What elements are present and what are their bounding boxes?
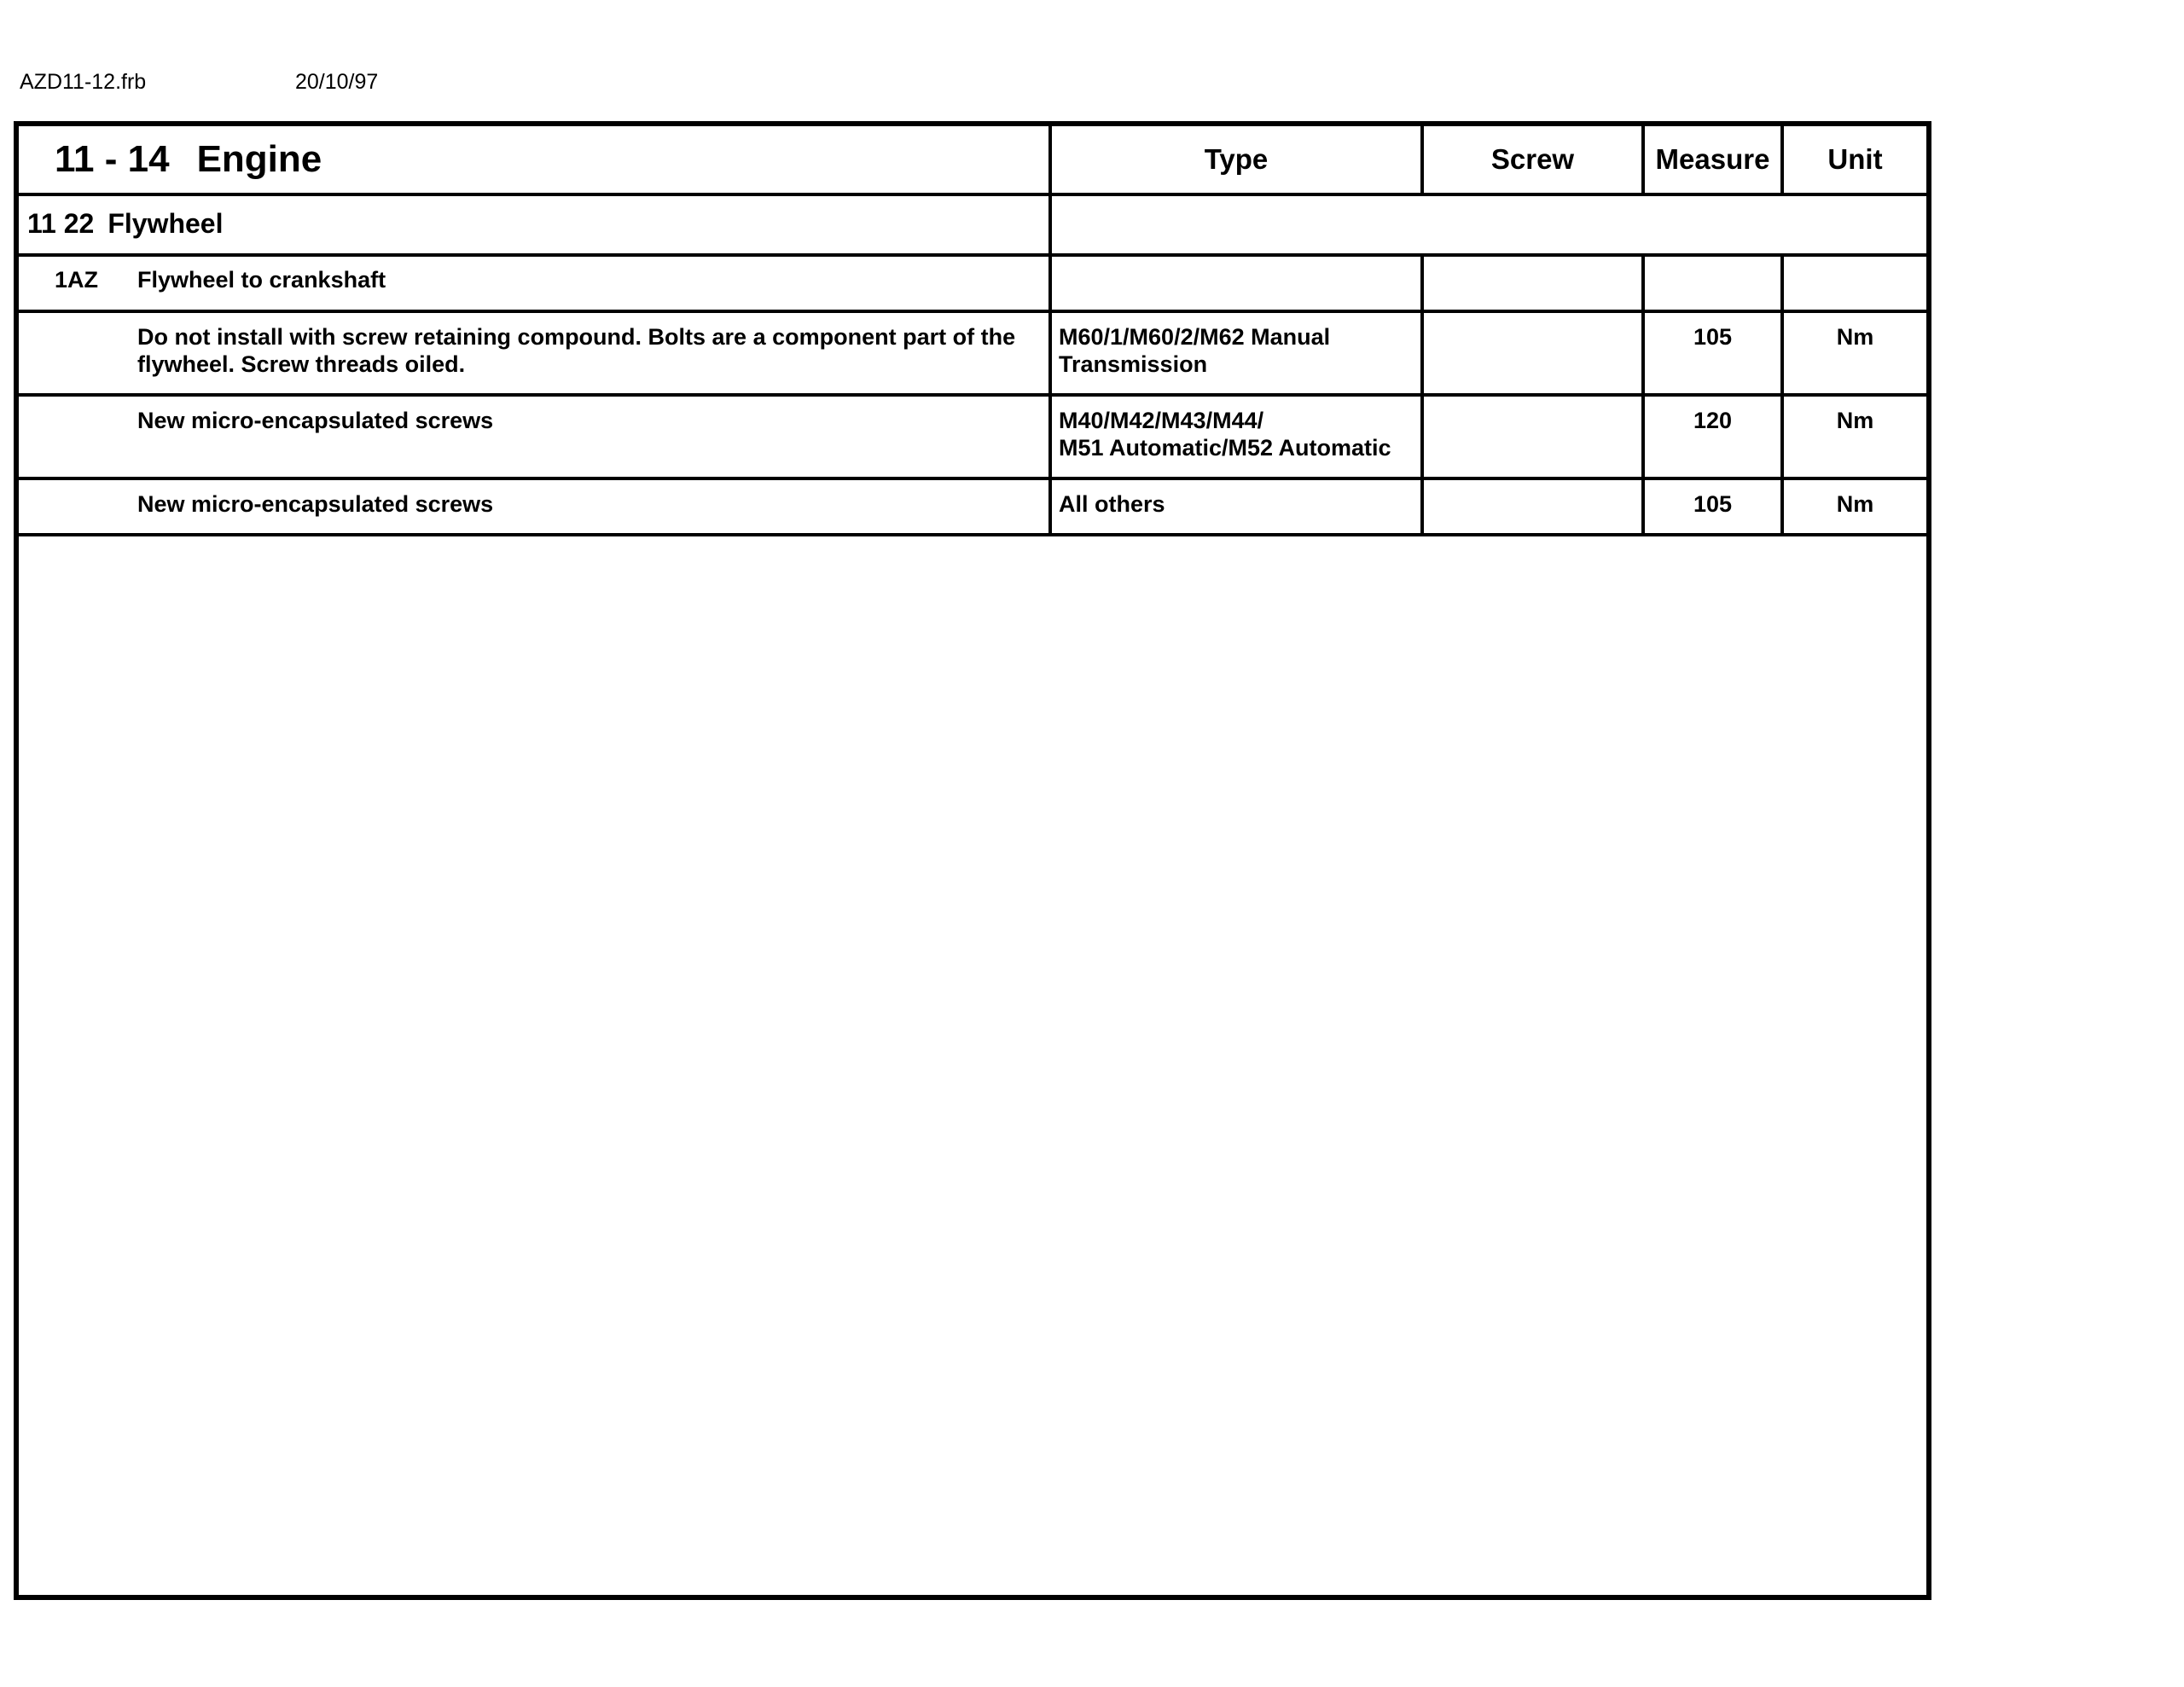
- row-unit: Nm: [1782, 395, 1926, 478]
- file-date: 20/10/97: [295, 70, 379, 94]
- section-number: 11 - 14: [55, 138, 170, 180]
- group-row: [19, 194, 1926, 255]
- item-heading: [19, 255, 1050, 311]
- row-type: [1050, 395, 1422, 478]
- group-number: 11 22: [27, 208, 95, 239]
- row-type-line2: Transmission: [1059, 351, 1208, 377]
- row-unit: Nm: [1782, 311, 1926, 395]
- item-row: [19, 255, 1926, 311]
- row-screw: [1422, 311, 1643, 395]
- group-heading: [19, 194, 1050, 255]
- row-unit: Nm: [1782, 478, 1926, 535]
- row-screw: [1422, 478, 1643, 535]
- column-header-unit: Unit: [1782, 126, 1926, 194]
- row-type: [1050, 478, 1422, 535]
- table-row: [19, 478, 1926, 535]
- row-measure: 120: [1643, 395, 1782, 478]
- row-type-line2: M51 Automatic/M52 Automatic: [1059, 435, 1391, 461]
- row-type-line1: M40/M42/M43/M44/: [1059, 408, 1264, 433]
- row-measure: 105: [1643, 311, 1782, 395]
- row-type-line1: All others: [1059, 491, 1165, 517]
- item-code: 1AZ: [55, 267, 99, 293]
- group-title: Flywheel: [107, 208, 224, 239]
- file-name: AZD11-12.frb: [20, 70, 147, 94]
- section-heading: [19, 126, 1050, 194]
- table-row: [19, 311, 1926, 395]
- column-header-measure: Measure: [1643, 126, 1782, 194]
- item-screw-cell: [1422, 255, 1643, 311]
- row-description: New micro-encapsulated screws: [19, 395, 1050, 478]
- item-title: Flywheel to crankshaft: [137, 267, 386, 293]
- row-type-line1: M60/1/M60/2/M62 Manual: [1059, 324, 1331, 350]
- item-type-cell: [1050, 255, 1422, 311]
- group-empty-cell: [1050, 194, 1926, 255]
- row-description: Do not install with screw retaining compound. Bolts are a component part of the flywheel. Screw threads oiled.: [19, 311, 1050, 395]
- column-header-type: Type: [1050, 126, 1422, 194]
- table-row: [19, 395, 1926, 478]
- column-header-screw: Screw: [1422, 126, 1643, 194]
- row-screw: [1422, 395, 1643, 478]
- item-measure-cell: [1643, 255, 1782, 311]
- row-type: [1050, 311, 1422, 395]
- row-measure: 105: [1643, 478, 1782, 535]
- file-header: [20, 70, 379, 95]
- table-header-row: [19, 126, 1926, 194]
- torque-spec-table: [19, 126, 1926, 536]
- section-title: Engine: [196, 138, 322, 180]
- row-description: New micro-encapsulated screws: [19, 478, 1050, 535]
- item-unit-cell: [1782, 255, 1926, 311]
